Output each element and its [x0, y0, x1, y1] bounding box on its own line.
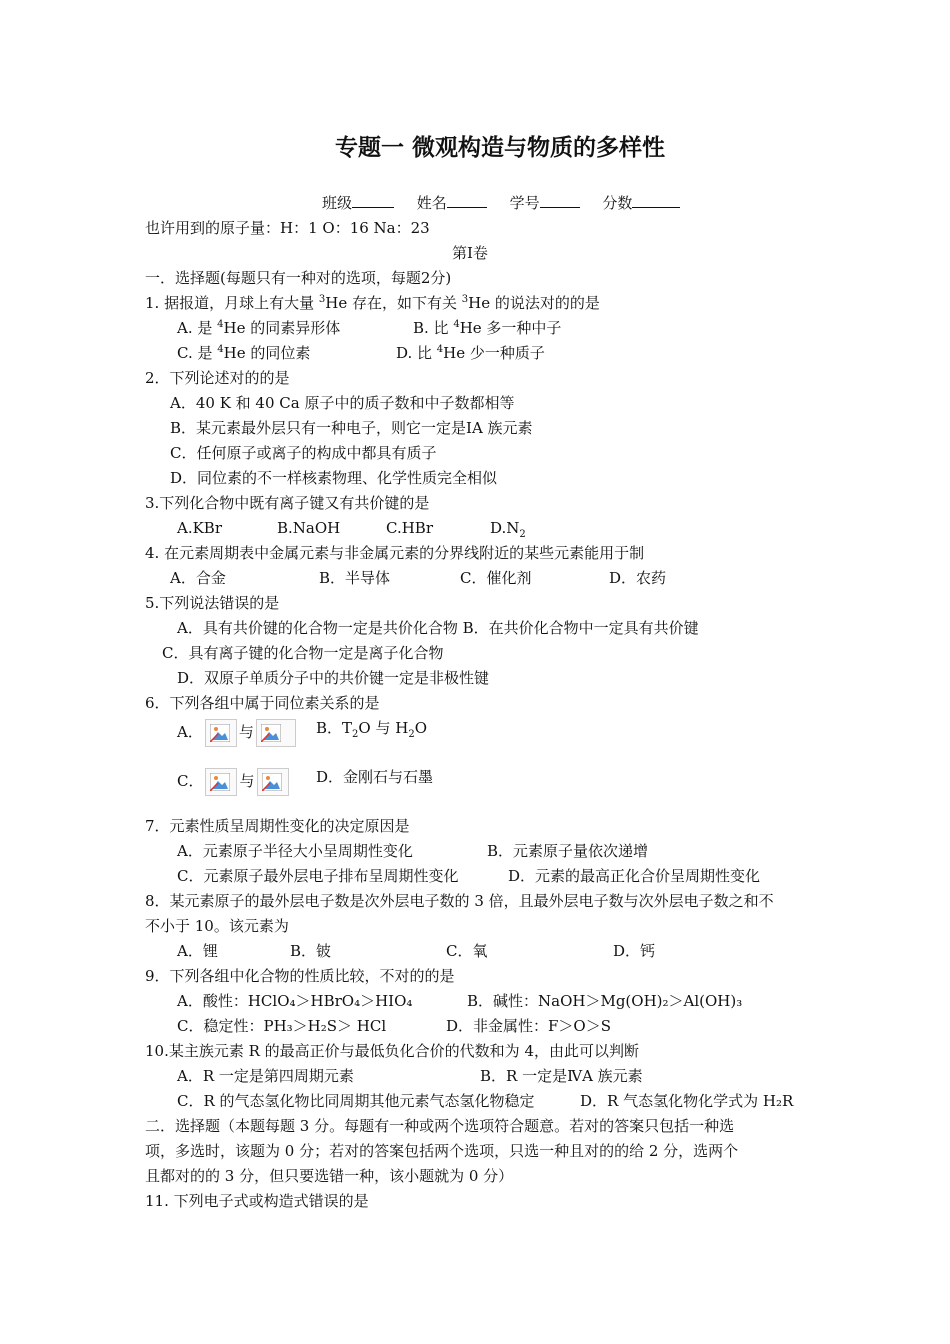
q2-option-a: A．40 K 和 40 Ca 原子中的质子数和中子数都相等: [170, 394, 515, 412]
q8-stem-line2: 不小于 10。该元素为: [145, 917, 289, 935]
q5-option-c: C．具有离子键的化合物一定是离子化合物: [162, 644, 444, 662]
q7-option-b: B．元素原子量依次递增: [487, 842, 649, 860]
q5-stem: 5.下列说法错误的是: [145, 594, 280, 612]
q10-option-d: D．R 气态氢化物化学式为 H₂R: [580, 1092, 794, 1110]
q8-option-a: A．锂: [177, 942, 218, 960]
q1-option-b: B. 比 $^4$He 多一种中子: [413, 319, 562, 337]
q4-stem: 4. 在元素周期表中金属元素与非金属元素的分界线附近的某些元素能用于制: [145, 544, 645, 562]
section-2-line1: 二．选择题（本题每题 3 分。每题有一种或两个选项符合题意。若对的答案只包括一种选: [145, 1117, 735, 1135]
q1-stem-b: He 存在，如下有关: [325, 294, 462, 312]
q2-stem: 2．下列论述对的的是: [145, 369, 290, 387]
q6-option-d: D．金刚石与石墨: [316, 768, 434, 786]
q10-option-c: C．R 的气态氢化物比同周期其他元素气态氢化物稳定: [177, 1092, 535, 1110]
q1-option-d: D. 比 $^4$He 少一种质子: [396, 344, 545, 362]
name-blank[interactable]: [447, 193, 487, 208]
q9-option-d: D．非金属性：F＞O＞S: [446, 1017, 612, 1035]
q6-option-b: B．$T_2O$ 与 $H_2O$: [316, 719, 428, 740]
section-1-heading: 一．选择题(每题只有一种对的选项，每题2分): [145, 269, 452, 287]
q10-option-a: A．R 一定是第四周期元素: [177, 1067, 354, 1085]
class-blank[interactable]: [352, 193, 394, 208]
q3-option-b: B.NaOH: [277, 519, 341, 537]
q8-option-c: C．氧: [446, 942, 488, 960]
q6-option-c: C． 与: [177, 768, 291, 802]
atomic-mass-note: 也许用到的原子量：H：1 O：16 Na：23: [145, 219, 430, 237]
q1-stem: [145, 293, 600, 313]
q7-option-d: D．元素的最高正化合价呈周期性变化: [508, 867, 761, 885]
section-2-line2: 项，多选时，该题为 0 分；若对的答案包括两个选项，只选一种且对的的给 2 分，选两个: [145, 1142, 739, 1160]
q9-stem: 9．下列各组中化合物的性质比较，不对的的是: [145, 967, 455, 985]
section-2-line3: 且都对的的 3 分，但只要选错一种，该小题就为 0 分）: [145, 1167, 514, 1185]
broken-image-icon: [205, 719, 237, 747]
q6-stem: 6．下列各组中属于同位素关系的是: [145, 694, 380, 712]
q8-option-d: D．钙: [613, 942, 656, 960]
page-title: 专题一 微观构造与物质的多样性: [334, 135, 665, 161]
q1-option-c: C. 是 $^4$He 的同位素: [177, 344, 311, 362]
q7-option-c: C．元素原子最外层电子排布呈周期性变化: [177, 867, 459, 885]
q1-sup: 3: [461, 294, 469, 305]
id-label: 学号: [509, 194, 540, 212]
q1-option-a: A. 是 $^4$He 的同素异形体: [177, 319, 341, 337]
q3-option-d: $D.N_2$: [490, 519, 526, 540]
q4-option-c: C．催化剂: [460, 569, 532, 587]
q1-stem-a: 1. 据报道，月球上有大量: [145, 294, 319, 312]
q3-option-a: A.KBr: [177, 519, 222, 537]
broken-image-icon: [257, 768, 289, 796]
q3-stem: 3.下列化合物中既有离子键又有共价键的是: [145, 494, 430, 512]
q1-stem-c: He 的说法对的的是: [468, 294, 600, 312]
q1-sup: 3: [318, 294, 326, 305]
q7-stem: 7．元素性质呈周期性变化的决定原因是: [145, 817, 410, 835]
broken-image-icon: [205, 768, 237, 796]
q2-option-b: B．某元素最外层只有一种电子，则它一定是ⅠA 族元素: [170, 419, 533, 437]
student-info-line: [322, 193, 698, 213]
q10-stem: 10.某主族元素 R 的最高正价与最低负化合价的代数和为 4，由此可以判断: [145, 1042, 639, 1060]
broken-image-icon: [256, 719, 296, 747]
q9-option-a: A．酸性：HClO₄＞HBrO₄＞HIO₄: [177, 992, 413, 1010]
q9-option-b: B．碱性：NaOH＞Mg(OH)₂＞Al(OH)₃: [467, 992, 743, 1010]
id-blank[interactable]: [540, 193, 580, 208]
q4-option-d: D．农药: [609, 569, 667, 587]
q10-option-b: B．R 一定是ⅣA 族元素: [480, 1067, 643, 1085]
q2-option-d: D．同位素的不一样核素物理、化学性质完全相似: [170, 469, 498, 487]
q4-option-a: A．合金: [170, 569, 226, 587]
q2-option-c: C．任何原子或离子的构成中都具有质子: [170, 444, 437, 462]
q7-option-a: A．元素原子半径大小呈周期性变化: [177, 842, 413, 860]
score-label: 分数: [602, 194, 633, 212]
q11-stem: 11. 下列电子式或构造式错误的是: [145, 1192, 369, 1210]
volume-heading: 第Ⅰ卷: [452, 244, 488, 262]
name-label: 姓名: [416, 194, 447, 212]
q5-option-d: D．双原子单质分子中的共价键一定是非极性键: [177, 669, 490, 687]
q5-option-ab: A．具有共价键的化合物一定是共价化合物 B．在共价化合物中一定具有共价键: [177, 619, 699, 637]
q6-option-a: A． 与: [177, 719, 298, 753]
q8-option-b: B．铍: [290, 942, 332, 960]
q4-option-b: B．半导体: [319, 569, 391, 587]
q8-stem-line1: 8．某元素原子的最外层电子数是次外层电子数的 3 倍，且最外层电子数与次外层电子数之和不: [145, 892, 774, 910]
score-blank[interactable]: [632, 193, 680, 208]
class-label: 班级: [322, 194, 353, 212]
q9-option-c: C．稳定性：PH₃＞H₂S＞ HCl: [177, 1017, 387, 1035]
q3-option-c: C.HBr: [386, 519, 433, 537]
